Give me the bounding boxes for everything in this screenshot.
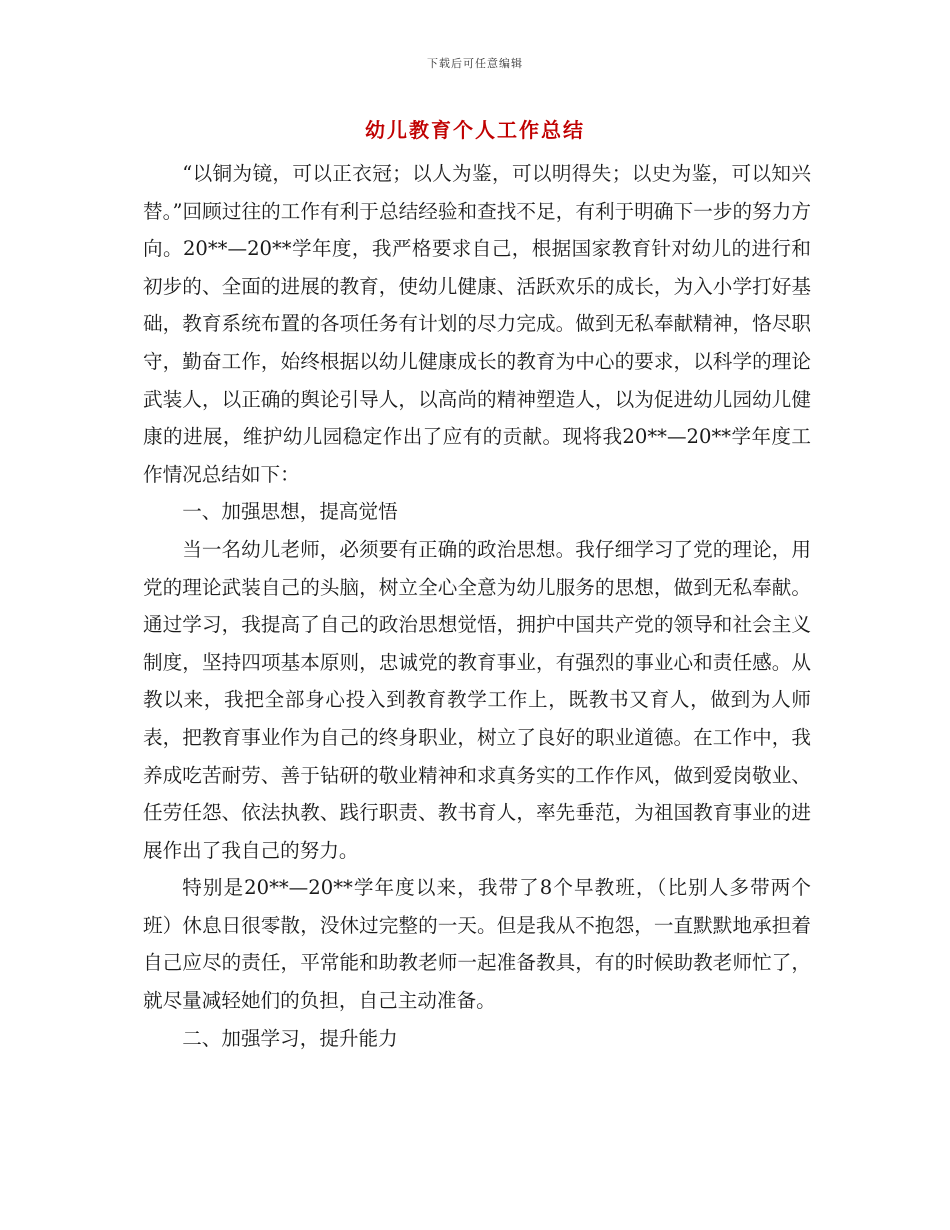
- header-note: 下载后可任意编辑: [427, 57, 523, 70]
- paragraph-special: 特别是20**—20**学年度以来，我带了8个早教班，（比别人多带两个班）休息日很零散，没休过完整的一天。但是我从不抱怨，一直默默地承担着自己应尽的责任，平常能和助教老师一起准备教具，有的时候助教老师忙了，就尽量减轻她们的负担，自己主动准备。: [143, 876, 811, 1013]
- section-heading-2: 二、加强学习，提升能力: [182, 1026, 398, 1050]
- document-title: 幼儿教育个人工作总结: [365, 118, 585, 142]
- document-body: [143, 155, 811, 1057]
- paragraph-intro: “以铜为镜，可以正衣冠；以人为鉴，可以明得失；以史为鉴，可以知兴替。”回顾过往的工作有利于总结经验和查找不足，有利于明确下一步的努力方向。20**—20**学年度，我严格要求自己，根据国家教育针对幼儿的进行和初步的、全面的进展的教育，使幼儿健康、活跃欢乐的成长，为入小学打好基础，教育系统布置的各项任务有计划的尽力完成。做到无私奉献精神，恪尽职守，勤奋工作，始终根据以幼儿健康成长的教育为中心的要求，以科学的理论武装人，以正确的舆论引导人，以高尚的精神塑造人，以为促进幼儿园幼儿健康的进展，维护幼儿园稳定作出了应有的贡献。现将我20**—20**学年度工作情况总结如下：: [143, 162, 811, 486]
- paragraph-thought: 当一名幼儿老师，必须要有正确的政治思想。我仔细学习了党的理论，用党的理论武装自己的头脑，树立全心全意为幼儿服务的思想，做到无私奉献。通过学习，我提高了自己的政治思想觉悟，拥护中国共产党的领导和社会主义制度，坚持四项基本原则，忠诚党的教育事业，有强烈的事业心和责任感。从教以来，我把全部身心投入到教育教学工作上，既教书又育人，做到为人师表，把教育事业作为自己的终身职业，树立了良好的职业道德。在工作中，我养成吃苦耐劳、善于钻研的敬业精神和求真务实的工作作风，做到爱岗敬业、任劳任怨、依法执教、践行职责、教书育人，率先垂范，为祖国教育事业的进展作出了我自己的努力。: [143, 537, 811, 862]
- section-heading-1: 一、加强思想，提高觉悟: [182, 500, 398, 524]
